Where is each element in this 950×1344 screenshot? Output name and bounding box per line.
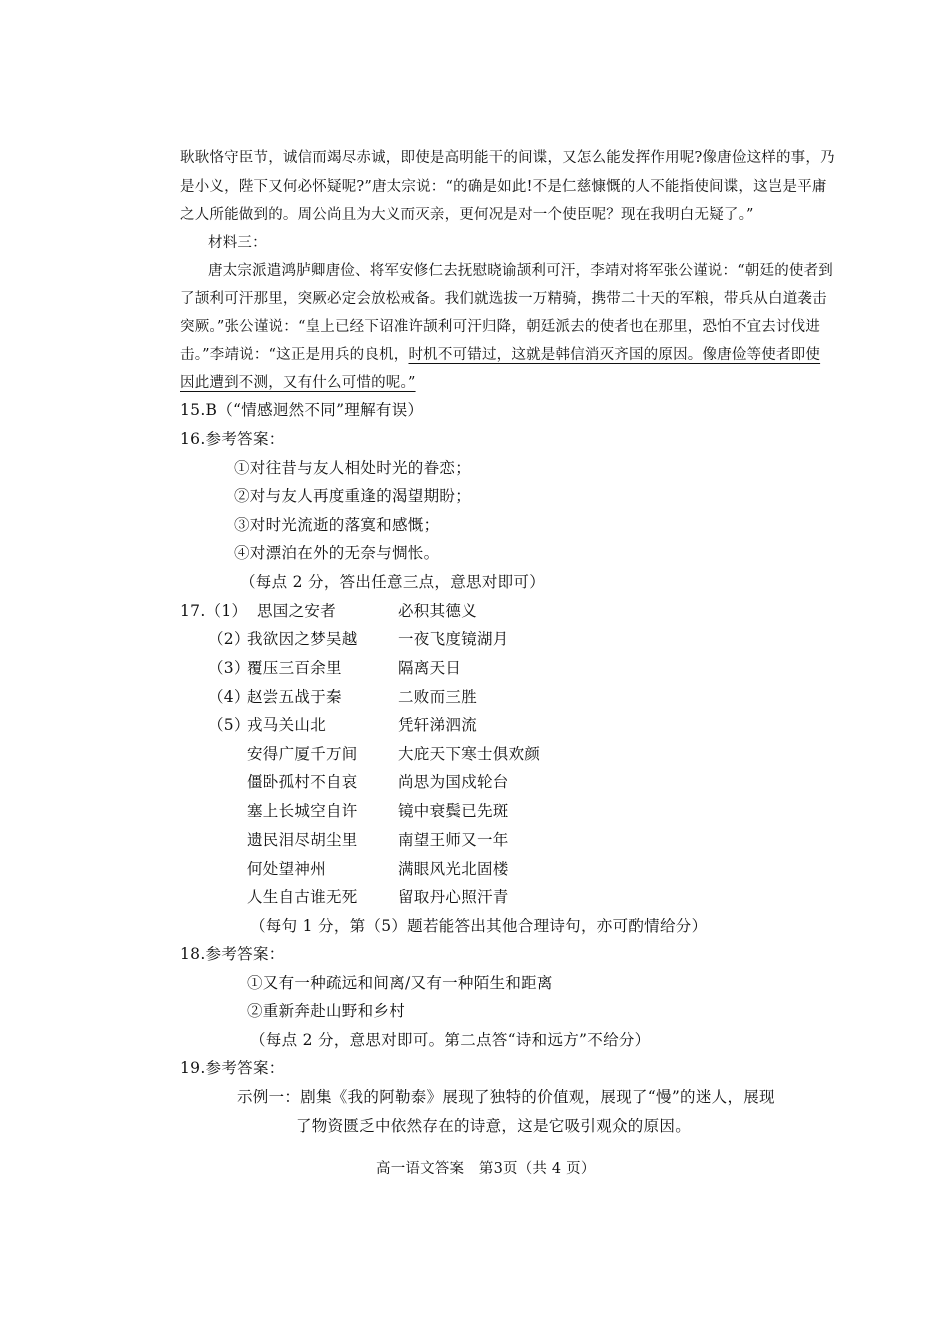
material3-line-5-underlined: 因此遭到不测，又有什么可惜的呢。” — [180, 375, 416, 391]
q17-row-5-second: 凭轩涕泗流 — [398, 716, 478, 734]
q17-row-4-second: 二败而三胜 — [398, 688, 478, 706]
q16-item-3: ③对时光流逝的落寞和感慨； — [234, 516, 440, 534]
q17-row-5-number: （5） — [208, 716, 250, 734]
q17-row-2-number: （2） — [208, 630, 250, 648]
q17-row-5-first: 戎马关山北 — [247, 716, 327, 734]
q19-example-line-2: 了物资匮乏中依然存在的诗意，这是它吸引观众的原因。 — [296, 1117, 692, 1135]
q17-scoring-note: （每句 1 分，第（5）题若能答出其他合理诗句，亦可酌情给分） — [250, 917, 708, 935]
material3-line-4-plain: 击。”李靖说：“这正是用兵的良机， — [180, 347, 409, 363]
material3-line-3: 突厥。”张公谨说：“皇上已经下诏准许颉利可汗归降，朝廷派去的使者也在那里，恐怕不宜去讨伐进 — [180, 319, 821, 335]
material3-line-2: 了颉利可汗那里，突厥必定会放松戒备。我们就选拔一万精骑，携带二十天的军粮，带兵从白道袭击 — [180, 291, 827, 307]
q17-row-10-first: 何处望神州 — [247, 860, 327, 878]
q18-item-2: ②重新奔赴山野和乡村 — [247, 1002, 406, 1020]
q17-row-7-first: 僵卧孤村不自哀 — [247, 773, 358, 791]
q17-row-8-first: 塞上长城空自许 — [247, 802, 358, 820]
q17-row-6-first: 安得广厦千万间 — [247, 745, 358, 763]
q17-row-3-number: （3） — [208, 659, 250, 677]
material3-line-1: 唐太宗派遣鸿胪卿唐俭、将军安修仁去抚慰晓谕颉利可汗，李靖对将军张公谨说：“朝廷的使者到 — [208, 263, 834, 279]
material2-line-1: 耿耿恪守臣节，诚信而竭尽赤诚，即使是高明能干的间谍，又怎么能发挥作用呢?像唐俭这样的事，乃 — [180, 150, 835, 166]
q17-row-8-second: 镜中衰鬓已先斑 — [398, 802, 509, 820]
q18-scoring-note: （每点 2 分，意思对即可。第二点答“诗和远方”不给分） — [250, 1031, 651, 1049]
q17-row-7-second: 尚思为国戍轮台 — [398, 773, 509, 791]
q18-item-1: ①又有一种疏远和间离/又有一种陌生和距离 — [247, 974, 553, 992]
q17-row-3-second: 隔离天日 — [398, 659, 462, 677]
q17-row-9-second: 南望王师又一年 — [398, 831, 509, 849]
q16-item-2: ②对与友人再度重逢的渴望期盼； — [234, 487, 472, 505]
material2-line-3: 之人所能做到的。周公尚且为大义而灭亲，更何况是对一个使臣呢？现在我明白无疑了。” — [180, 207, 754, 223]
q16-scoring-note: （每点 2 分，答出任意三点，意思对即可） — [240, 573, 546, 591]
page-footer: 高一语文答案 第3页（共 4 页） — [376, 1161, 596, 1177]
q17-row-11-second: 留取丹心照汗青 — [398, 888, 509, 906]
q17-row-4-first: 赵尝五战于秦 — [247, 688, 342, 706]
q17-row-1-first: 思国之安者 — [257, 602, 337, 620]
q17-row-2-first: 我欲因之梦吴越 — [247, 630, 358, 648]
q17-row-3-first: 覆压三百余里 — [247, 659, 342, 677]
q17-row-10-second: 满眼风光北固楼 — [398, 860, 509, 878]
q19-heading: 19.参考答案： — [180, 1059, 285, 1077]
q17-row-4-number: （4） — [208, 688, 250, 706]
q16-item-4: ④对漂泊在外的无奈与惆怅。 — [234, 544, 440, 562]
q19-example-line-1: 示例一：剧集《我的阿勒泰》展现了独特的价值观，展现了“慢”的迷人，展现 — [237, 1088, 775, 1106]
q16-heading: 16.参考答案： — [180, 430, 285, 448]
q17-row-6-second: 大庇天下寒士俱欢颜 — [398, 745, 541, 763]
q18-heading: 18.参考答案： — [180, 945, 285, 963]
material2-line-2: 是小义，陛下又何必怀疑呢?”唐太宗说：“的确是如此!不是仁慈慷慨的人不能指使间谍，这岂是平庸 — [180, 179, 827, 195]
q15-answer: 15.B（“情感迥然不同”理解有误） — [180, 401, 424, 419]
q17-row-2-second: 一夜飞度镜湖月 — [398, 630, 509, 648]
material3-line-4-underlined: 时机不可错过，这就是韩信消灭齐国的原因。像唐俭等使者即使 — [408, 347, 821, 363]
q17-row-11-first: 人生自古谁无死 — [247, 888, 358, 906]
q17-row-9-first: 遗民泪尽胡尘里 — [247, 831, 358, 849]
material3-line-4 — [180, 348, 820, 363]
q16-item-1: ①对往昔与友人相处时光的眷恋； — [234, 459, 472, 477]
q17-row-1-number: 17.（1） — [180, 602, 248, 620]
material3-heading: 材料三： — [208, 235, 267, 251]
q17-row-1-second: 必积其德义 — [398, 602, 478, 620]
